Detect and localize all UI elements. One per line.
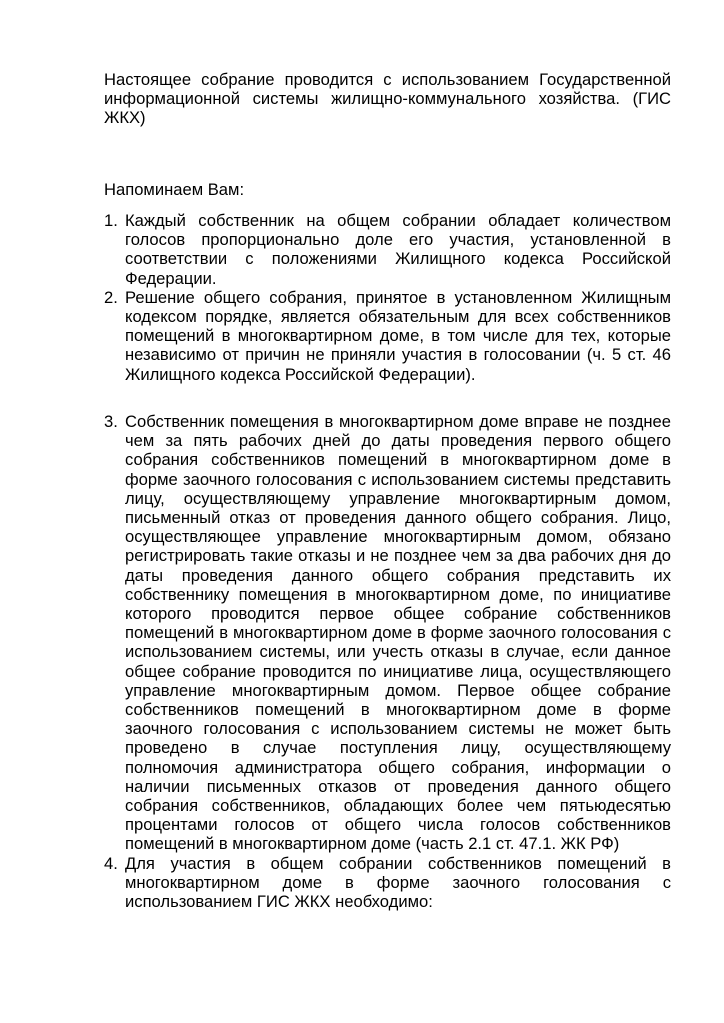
reminder-list-part-2 xyxy=(104,412,671,911)
list-item xyxy=(104,854,671,912)
list-item-text: Каждый собственник на общем собрании обладает количеством голосов пропорционально доле его участия, установленной в соответствии с положениями Жилищного кодекса Российской Федерации. xyxy=(125,211,671,288)
intro-paragraph: Настоящее собрание проводится с использованием Государственной информационной системы жилищно-коммунального хозяйства. (ГИС ЖКХ) xyxy=(104,70,671,128)
list-item-number: 2. xyxy=(104,287,118,307)
list-item-text: Для участия в общем собрании собственников помещений в многоквартирном доме в форме заочного голосования с использованием ГИС ЖКХ необходимо: xyxy=(125,853,671,912)
list-item xyxy=(104,412,671,854)
list-item-number: 3. xyxy=(104,412,118,431)
list-item xyxy=(104,211,671,288)
list-item-text: Собственник помещения в многоквартирном доме вправе не позднее чем за пять рабочих дней до даты проведения первого общего собрания собственников помещений в многоквартирном доме в форме заочного голосования с использованием системы представить лицу, осуществляющему управление многоквартирным домом, письменный отказ от проведения данного общего собрания. Лицо, осуществляющее управление многоквартирным домом, обязано регистрировать такие отказы и не позднее чем за два рабочих дня до даты проведения данного общего собрания представить их собственнику помещения в многоквартирном доме, по инициативе которого проводится первое общее собрание собственников помещений в многоквартирном доме в форме заочного голосования с использованием системы, или учесть отказы в случае, если данное общее собрание проводится по инициативе лица, осуществляющего управление многоквартирным домом. Первое общее собрание собственников помещений в многоквартирном доме в форме заочного голосования с использованием системы не может быть проведено в случае поступления лицу, осуществляющему полномочия администратора общего собрания, информации о наличии письменных отказов от проведения данного общего собрания собственников, обладающих более чем пятьюдесятью процентами голосов от общего числа голосов собственников помещений в многоквартирном доме (часть 2.1 ст. 47.1. ЖК РФ) xyxy=(125,412,671,854)
reminder-heading: Напоминаем Вам: xyxy=(104,180,245,199)
list-item-number: 4. xyxy=(104,853,118,873)
list-item xyxy=(104,288,671,384)
list-item-text: Решение общего собрания, принятое в установленном Жилищным кодексом порядке, является обязательным для всех собственников помещений в многоквартирном доме, в том числе для тех, которые независимо от причин не приняли участия в голосовании (ч. 5 ст. 46 Жилищного кодекса Российской Федерации). xyxy=(125,287,671,384)
reminder-list-part-1 xyxy=(104,211,671,384)
list-item-number: 1. xyxy=(104,211,118,230)
